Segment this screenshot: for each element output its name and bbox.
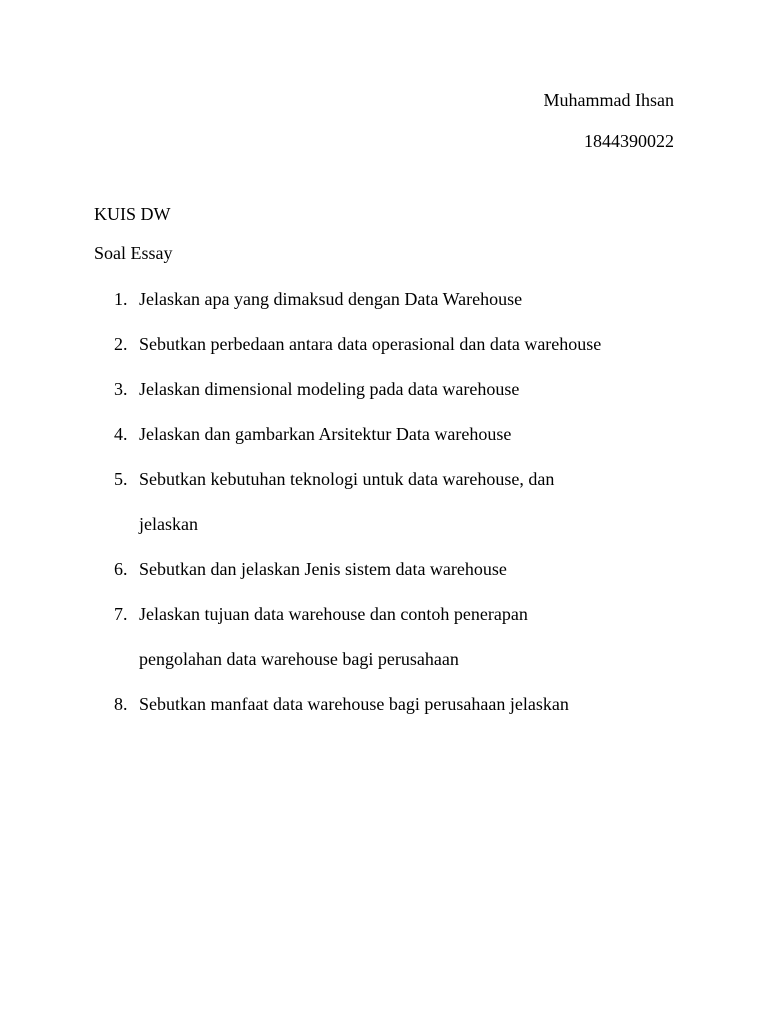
author-name: Muhammad Ihsan — [543, 90, 674, 110]
question-text — [139, 367, 694, 412]
question-line: Jelaskan dan gambarkan Arsitektur Data warehouse — [139, 424, 512, 444]
quiz-title: KUIS DW — [94, 204, 171, 224]
question-line: jelaskan — [139, 514, 198, 534]
question-text — [139, 277, 694, 322]
question-line: Sebutkan perbedaan antara data operasional dan data warehouse — [139, 334, 602, 354]
question-line: Jelaskan apa yang dimaksud dengan Data Warehouse — [139, 289, 523, 309]
question-text — [139, 682, 694, 727]
question-number: 6. — [114, 559, 128, 579]
question-text — [139, 412, 694, 457]
question-number: 3. — [114, 379, 128, 399]
question-number: 5. — [114, 469, 128, 489]
question-item — [114, 592, 694, 682]
question-list — [114, 277, 694, 727]
question-item — [114, 367, 694, 412]
question-item — [114, 277, 694, 322]
question-number: 2. — [114, 334, 128, 354]
question-number: 7. — [114, 604, 128, 624]
question-line: Sebutkan manfaat data warehouse bagi perusahaan jelaskan — [139, 694, 569, 714]
question-number: 8. — [114, 694, 128, 714]
question-text — [139, 457, 694, 547]
question-number: 1. — [114, 289, 128, 309]
question-line: Sebutkan dan jelaskan Jenis sistem data warehouse — [139, 559, 507, 579]
question-item — [114, 322, 694, 367]
question-item — [114, 412, 694, 457]
question-line: pengolahan data warehouse bagi perusahaan — [139, 649, 459, 669]
question-item — [114, 457, 694, 547]
question-text — [139, 592, 694, 682]
question-item — [114, 682, 694, 727]
question-line: Sebutkan kebutuhan teknologi untuk data warehouse, dan — [139, 469, 555, 489]
question-number: 4. — [114, 424, 128, 444]
question-line: Jelaskan dimensional modeling pada data warehouse — [139, 379, 520, 399]
question-text — [139, 547, 694, 592]
question-item — [114, 547, 694, 592]
question-text — [139, 322, 694, 367]
section-label: Soal Essay — [94, 243, 173, 263]
question-line: Jelaskan tujuan data warehouse dan contoh penerapan — [139, 604, 528, 624]
student-id: 1844390022 — [584, 131, 674, 151]
